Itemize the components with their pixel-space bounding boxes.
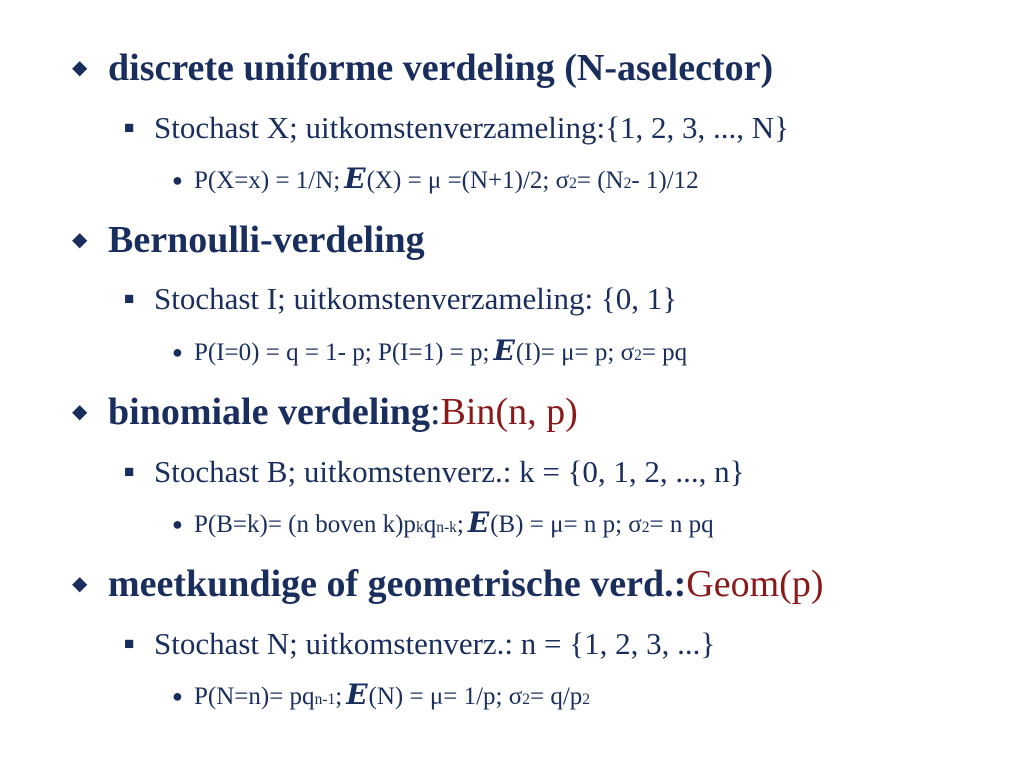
heading-binomial <box>72 390 578 434</box>
stochast-text: Stochast X; uitkomstenverzameling:{1, 2, 3, ..., N} <box>154 110 790 145</box>
stochast-line <box>124 626 715 662</box>
formula-line: ● P(I=0) = q = 1- p; P(I=1) = p; E (I)= μ= p; σ 2 = pq <box>172 334 688 367</box>
formula-var-tail: = pq <box>641 339 688 366</box>
distribution-notation: Geom(p) <box>686 563 824 605</box>
heading-text: Bernoulli-verdeling <box>108 219 425 261</box>
diamond-bullet-icon: ◆ <box>72 401 88 423</box>
diamond-bullet-icon: ◆ <box>72 229 88 251</box>
formula-line: ● P(N=n)= pq n-1 ; E (N) = μ= 1/p; σ 2 = q/p 2 <box>172 678 591 711</box>
square-bullet-icon: ■ <box>124 118 135 137</box>
formula-semicolon: ; <box>456 511 464 538</box>
stochast-text: Stochast I; uitkomstenverzameling: {0, 1} <box>154 281 678 316</box>
heading-bernoulli <box>72 218 425 262</box>
stochast-text: Stochast N; uitkomstenverz.: n = {1, 2, 3, ...} <box>154 626 716 661</box>
formula-exp: (I)= μ= p; σ <box>515 339 635 366</box>
square-bullet-icon: ■ <box>124 462 135 481</box>
formula-var-tail: = n pq <box>649 511 714 538</box>
heading-geometric <box>72 562 823 606</box>
formula-exp: (N) = μ= 1/p; σ <box>368 683 523 710</box>
formula-line: ● P(B=k)= (n boven k)p k q n-k ; E (B) = μ= n p; σ 2 = n pq <box>172 506 714 539</box>
formula-prob: P(I=0) = q = 1- p; P(I=1) = p; <box>194 339 490 366</box>
formula-exp: (B) = μ= n p; σ <box>490 511 642 538</box>
expectation-symbol: E <box>467 506 490 539</box>
formula-var-tail: - 1)/12 <box>631 167 699 194</box>
square-bullet-icon: ■ <box>124 289 135 308</box>
formula-prob: P(N=n)= pq <box>194 683 315 710</box>
formula-semicolon: ; <box>335 683 343 710</box>
formula-line: ● P(X=x) = 1/N; E (X) = μ =(N+1)/2; σ 2 = (N 2 - 1)/12 <box>172 162 699 195</box>
expectation-symbol: E <box>344 162 366 195</box>
formula-q: q <box>423 511 437 538</box>
dot-bullet-icon: ● <box>172 170 183 190</box>
heading-text: meetkundige of geometrische verd.: <box>108 563 687 605</box>
dot-bullet-icon: ● <box>172 686 183 706</box>
heading-separator: : <box>429 391 441 433</box>
dot-bullet-icon: ● <box>172 514 183 534</box>
heading-text: binomiale verdeling <box>108 391 430 433</box>
heading-discrete-uniform <box>72 46 773 90</box>
expectation-symbol: E <box>346 678 368 711</box>
stochast-line <box>124 110 789 146</box>
formula-exp: (X) = μ =(N+1)/2; σ <box>366 167 570 194</box>
distribution-notation: Bin(n, p) <box>440 391 578 433</box>
stochast-line <box>124 454 745 490</box>
heading-text: discrete uniforme verdeling (N-aselector) <box>108 47 774 89</box>
formula-var: = (N <box>576 167 624 194</box>
formula-var: = q/p <box>529 683 583 710</box>
formula-prob: P(B=k)= (n boven k)p <box>194 511 416 538</box>
stochast-text: Stochast B; uitkomstenverz.: k = {0, 1, 2, ..., n} <box>154 454 745 489</box>
dot-bullet-icon: ● <box>172 342 183 362</box>
expectation-symbol: E <box>493 334 515 367</box>
diamond-bullet-icon: ◆ <box>72 57 88 79</box>
diamond-bullet-icon: ◆ <box>72 573 88 595</box>
square-bullet-icon: ■ <box>124 634 135 653</box>
stochast-line <box>124 281 677 317</box>
formula-prob: P(X=x) = 1/N; <box>194 167 341 194</box>
